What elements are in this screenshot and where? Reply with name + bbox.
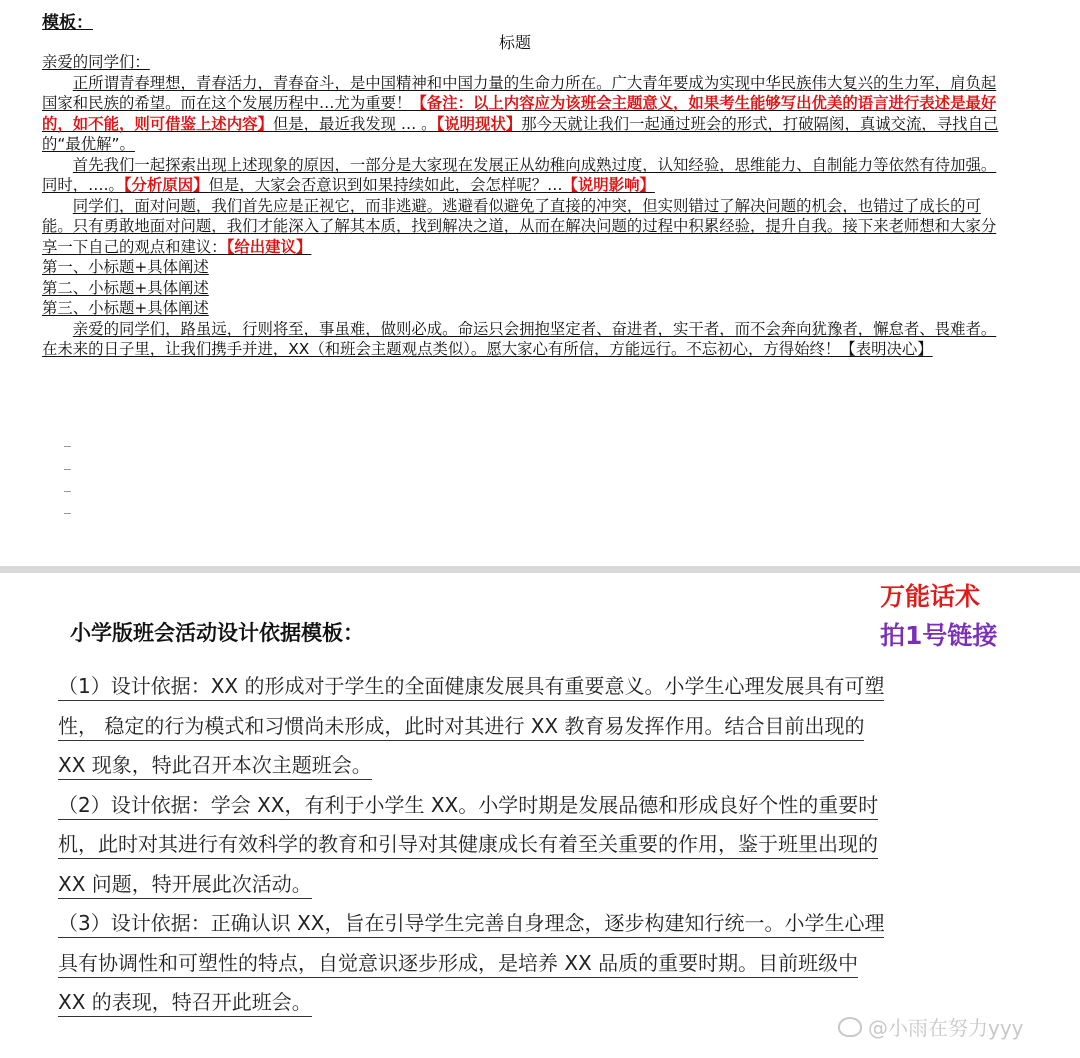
list-item: 第二、小标题+具体阐述	[42, 278, 209, 297]
basis-item	[58, 667, 1048, 707]
watermark-text: @小雨在努力yyy	[868, 1016, 1024, 1040]
paragraph-text: 正所谓青春理想，青春活力，青春奋斗，是中国精神和中国力量的生命力所在。广大青年要成为实现中华民族伟大复兴的生力军，肩负起国家和民族的希望。而在这个发展历程中…尤为重要！	[42, 73, 997, 112]
basis-line: （1）设计依据：XX 的形成对于学生的全面健康发展具有重要意义。小学生心理发展具有可塑	[58, 674, 884, 701]
document-title: 标题	[499, 33, 532, 52]
basis-item	[58, 746, 1048, 786]
empty-line-marker	[64, 491, 71, 492]
paragraph-closing: 亲爱的同学们，路虽远，行则将至，事虽难，做则必成。命运只会拥抱坚定者、奋进者，实干者，而不会奔向犹豫者，懈怠者、畏难者。在未来的日子里，让我们携手并进，XX（和班会主题观点类似）。愿大家心有所信，方能远行。不忘初心，方得始终！【表明决心】	[42, 319, 997, 358]
promo-line-2: 拍1号链接	[880, 621, 998, 650]
basis-line: 具有协调性和可塑性的特点，自觉意识逐步形成，是培养 XX 品质的重要时期。目前班级中	[58, 951, 858, 978]
paragraph-reasons	[42, 155, 1002, 196]
paragraph-meaning	[42, 73, 1002, 155]
basis-line: XX 问题，特开展此次活动。	[58, 872, 312, 899]
weibo-icon	[838, 1017, 862, 1037]
basis-line: XX 的表现，特召开此班会。	[58, 990, 312, 1017]
paragraph-text: 那今天就让我们一起通过班会的形式，打破隔阂，真诚交流，寻找自己的“最优解”。	[42, 114, 999, 153]
reason-annotation: 【分析原因】	[123, 176, 209, 194]
promo-line-1: 万能话术	[880, 582, 981, 611]
paragraph-text: 同学们，面对问题，我们首先应是正视它，而非逃避。逃避看似避免了直接的冲突，但实则错过了解决问题的机会，也错过了成长的可能。只有勇敢地面对问题，我们才能深入了解其本质，找到解决之道，从而在解决问题的过程中积累经验，提升自我。接下来老师想和大家分享一下自己的观点和建议：	[42, 196, 997, 256]
note-annotation: 【备注：以上内容应为该班会主题意义，如果考生能够写出优美的语言进行表述是最好的，如不能，则可借鉴上述内容】	[42, 94, 997, 133]
paragraph-text: 但是，最近我发现 … 。	[272, 114, 437, 133]
advice-annotation: 【给出建议】	[226, 237, 312, 256]
basis-item	[58, 707, 1048, 747]
section-title: 小学版班会活动设计依据模板：	[70, 621, 364, 645]
watermark	[838, 1012, 1024, 1041]
empty-line-marker	[64, 469, 71, 470]
status-annotation: 【说明现状】	[436, 114, 522, 133]
list-item: 第一、小标题+具体阐述	[42, 258, 209, 276]
paragraph-text: 首先我们一起探索出现上述现象的原因，一部分是大家现在发展正从幼稚向成熟过度，认知经验，思维能力、自制能力等依然有待加强。同时，….。	[42, 155, 997, 194]
paragraph-advice	[42, 196, 1002, 258]
template-label: 模板：	[42, 13, 93, 33]
basis-line: 性， 稳定的行为模式和习惯尚未形成，此时对其进行 XX 教育易发挥作用。结合目前出现的	[58, 714, 864, 741]
basis-item	[58, 825, 1048, 865]
design-basis-list	[58, 667, 1048, 1023]
greeting: 亲爱的同学们：	[42, 53, 150, 71]
basis-item	[58, 904, 1048, 944]
basis-line: XX 现象，特此召开本次主题班会。	[58, 753, 372, 780]
template-body	[42, 52, 1002, 360]
page-divider	[0, 566, 1080, 573]
empty-line-marker	[64, 446, 71, 447]
basis-line: （2）设计依据：学会 XX，有利于小学生 XX。小学时期是发展品德和形成良好个性的重要时	[58, 793, 878, 820]
basis-item	[58, 944, 1048, 984]
basis-line: 机，此时对其进行有效科学的教育和引导对其健康成长有着至关重要的作用，鉴于班里出现的	[58, 832, 878, 859]
paragraph-text: 但是，大家会否意识到如果持续如此，会怎样呢？…	[208, 176, 563, 194]
impact-annotation: 【说明影响】	[562, 176, 655, 194]
basis-item	[58, 786, 1048, 826]
basis-item	[58, 865, 1048, 905]
list-item: 第三、小标题+具体阐述	[42, 299, 209, 317]
basis-line: （3）设计依据：正确认识 XX，旨在引导学生完善自身理念，逐步构建知行统一。小学生心理	[58, 911, 884, 938]
empty-line-marker	[64, 513, 71, 514]
